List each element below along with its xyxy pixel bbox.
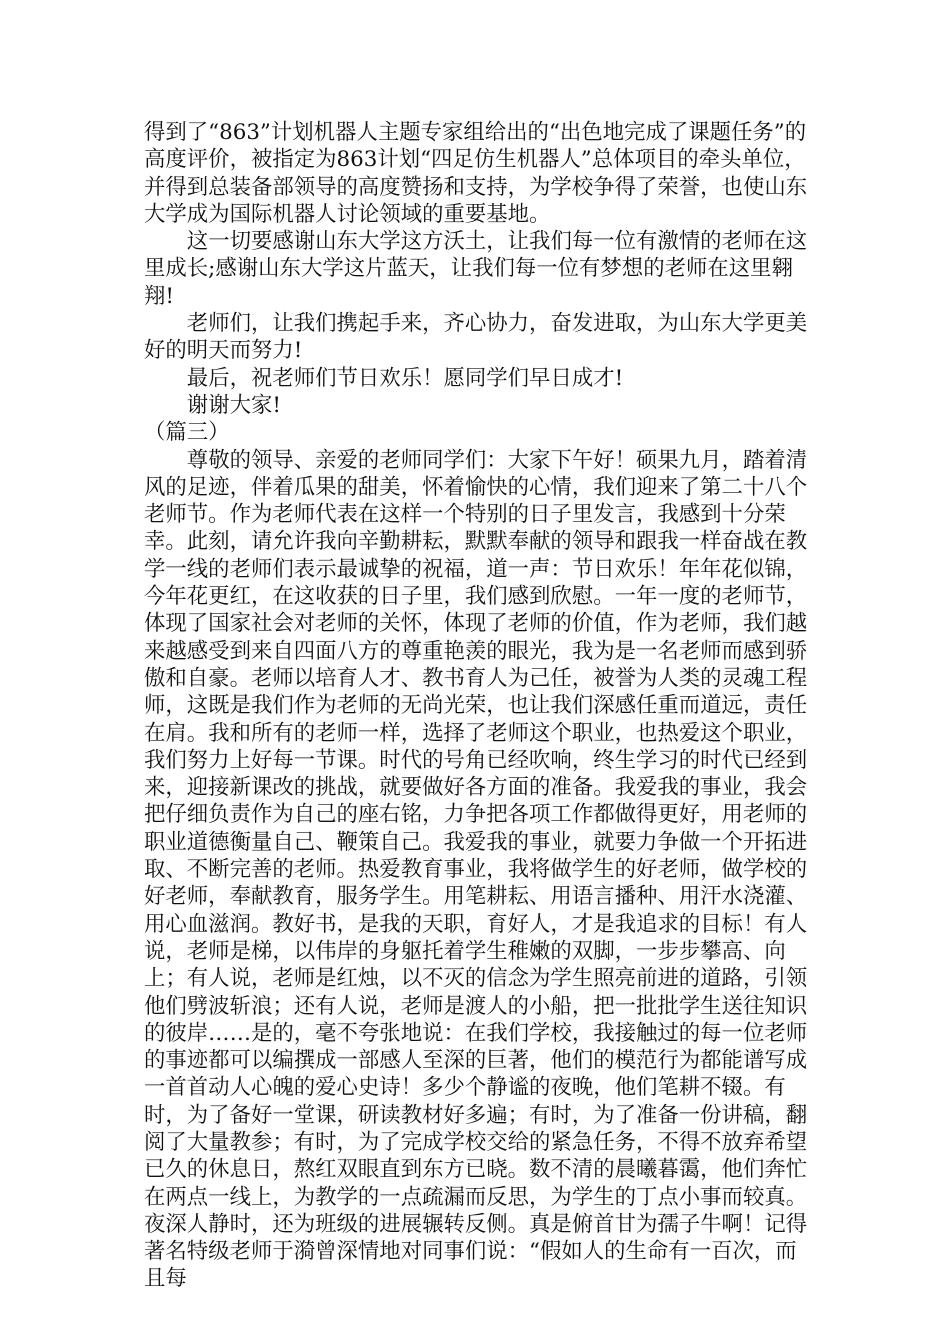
paragraph-thank-you: 谢谢大家!: [186, 392, 281, 418]
paragraph-speech-body: 尊敬的领导、亲爱的老师同学们：大家下午好！硕果九月，踏着清风的足迹，伴着瓜果的甜美，怀着愉快的心情，我们迎来了第二十八个老师节。作为老师代表在这样一个特别的日子里发言，我感到十分荣幸。此刻，请允许我向辛勤耕耘，默默奉献的领导和跟我一样奋战在教学一线的老师们表示最诚挚的祝福，道一声：节日欢乐！年年花似锦，今年花更红，在这收获的日子里，我们感到欣慰。一年一度的老师节，体现了国家社会对老师的关怀，体现了老师的价值，作为老师，我们越来越感受到来自四面八方的尊重艳羡的眼光，我为是一名老师而感到骄傲和自豪。老师以培育人才、教书育人为己任，被誉为人类的灵魂工程师，这既是我们作为老师的无尚光荣，也让我们深感任重而道远，责任在肩。我和所有的老师一样，选择了老师这个职业，也热爱这个职业，我们努力上好每一节课。时代的号角已经吹响，终生学习的时代已经到来，迎接新课改的挑战，就要做好各方面的准备。我爱我的事业，我会把仔细负责作为自己的座右铭，力争把各项工作都做得更好，用老师的职业道德衡量自己、鞭策自己。我爱我的事业，就要力争做一个开拓进取、不断完善的老师。热爱教育事业，我将做学生的好老师，做学校的好老师，奉献教育，服务学生。用笔耕耘、用语言播种、用汗水浇灌、用心血滋润。教好书，是我的天职，育好人，才是我追求的目标！有人说，老师是梯，以伟岸的身躯托着学生稚嫩的双脚，一步步攀高、向上；有人说，老师是红烛，以不灭的信念为学生照亮前进的道路，引领他们劈波斩浪；还有人说，老师是渡人的小船，把一批批学生送往知识的彼岸……是的，毫不夸张地说：在我们学校，我接触过的每一位老师的事迹都可以编撰成一部感人至深的巨著，他们的模范行为都能谱写成一首首动人心魄的爱心史诗！多少个静谧的夜晚，他们笔耕不辍。有时，为了备好一堂课，研读教材好多遍；有时，为了准备一份讲稿，翻阅了大量教参；有时，为了完成学校交给的紧急任务，不得不放弃希望已久的休息日，熬红双眼直到东方已晓。数不清的晨曦暮霭，他们奔忙在两点一线上，为教学的一点疏漏而反思，为学生的丁点小事而较真。夜深人静时，还为班级的进展辗转反侧。真是俯首甘为孺子牛啊！记得著名特级老师于漪曾深情地对同事们说：“假如人的生命有一百次，而且每: [144, 447, 808, 1292]
paragraph-wishes: 最后，祝老师们节日欢乐！愿同学们早日成才!: [186, 365, 624, 391]
paragraph-join-hands: 老师们，让我们携起手来，齐心协力，奋发进取，为山东大学更美好的明天而努力!: [144, 311, 808, 364]
paragraph-robot-project: 得到了“863”计划机器人主题专家组给出的“出色地完成了课题任务”的高度评价，被指定为863计划“四足仿生机器人”总体项目的牵头单位，并得到总装备部领导的高度赞扬和支持，为学校争得了荣誉，也使山东大学成为国际机器人讨论领域的重要基地。: [144, 120, 808, 227]
section-heading: （篇三）: [144, 420, 230, 446]
paragraph-thanks-shandong: 这一切要感谢山东大学这方沃土，让我们每一位有激情的老师在这里成长;感谢山东大学这片蓝天，让我们每一位有梦想的老师在这里翱翔!: [144, 229, 808, 309]
document-body: [144, 119, 810, 1293]
